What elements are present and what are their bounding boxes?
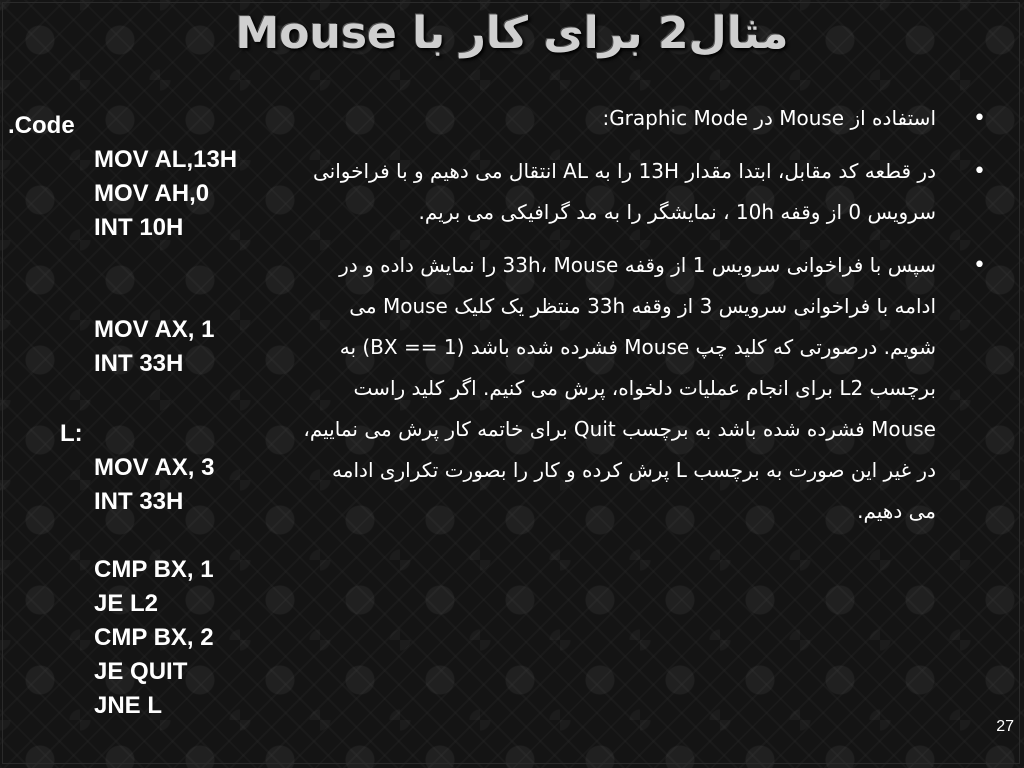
code-label: L: <box>60 420 83 447</box>
bullet-marker: • <box>973 106 986 131</box>
bullet-item <box>300 245 1010 532</box>
code-line: JE QUIT <box>94 658 188 685</box>
code-line: MOV AL,13H <box>94 146 238 173</box>
code-line: MOV AX, 1 <box>94 316 215 343</box>
code-line: .Code <box>8 112 75 139</box>
bullet-item <box>300 98 1010 139</box>
code-line: MOV AX, 3 <box>94 454 215 481</box>
bullet-text: استفاده از Mouse در Graphic Mode: <box>602 106 936 130</box>
code-line: JE L2 <box>94 590 159 617</box>
code-line: JNE L <box>94 692 163 719</box>
page-number: 27 <box>996 718 1014 735</box>
code-line: INT 33H <box>94 350 184 377</box>
code-line: MOV AH,0 <box>94 180 210 207</box>
code-line: INT 33H <box>94 488 184 515</box>
code-line: INT 10H <box>94 214 184 241</box>
bullet-item <box>300 151 1010 233</box>
code-line: CMP BX, 2 <box>94 624 214 651</box>
code-line: CMP BX, 1 <box>94 556 214 583</box>
slide-title: مثال2 برای کار با Mouse <box>235 8 789 59</box>
bullet-text: در قطعه کد مقابل، ابتدا مقدار 13H را به AL انتقال می دهیم و با فراخوانی سرویس 0 از وقفه 10h ، نمایشگر را به مد گرافیکی می بریم. <box>312 159 936 224</box>
bullet-text: سپس با فراخوانی سرویس 1 از وقفه 33h، Mouse را نمایش داده و در ادامه با فراخوانی سرویس 3 از وقفه 33h منتظر یک کلیک Mouse می شویم. درصورتی که کلید چپ Mouse فشرده شده باشد (BX == 1) به برچسب L2 برای انجام عملیات دلخواه، پرش می کنیم. اگر کلید راست Mouse فشرده شده باشد به برچسب Quit برای خاتمه کار پرش می نماییم، در غیر این صورت به برچسب L پرش کرده و کار را بصورت تکراری ادامه می دهیم. <box>303 253 936 523</box>
bullet-marker: • <box>973 159 986 184</box>
bullet-list <box>300 98 1010 544</box>
bullet-marker: • <box>973 253 986 278</box>
